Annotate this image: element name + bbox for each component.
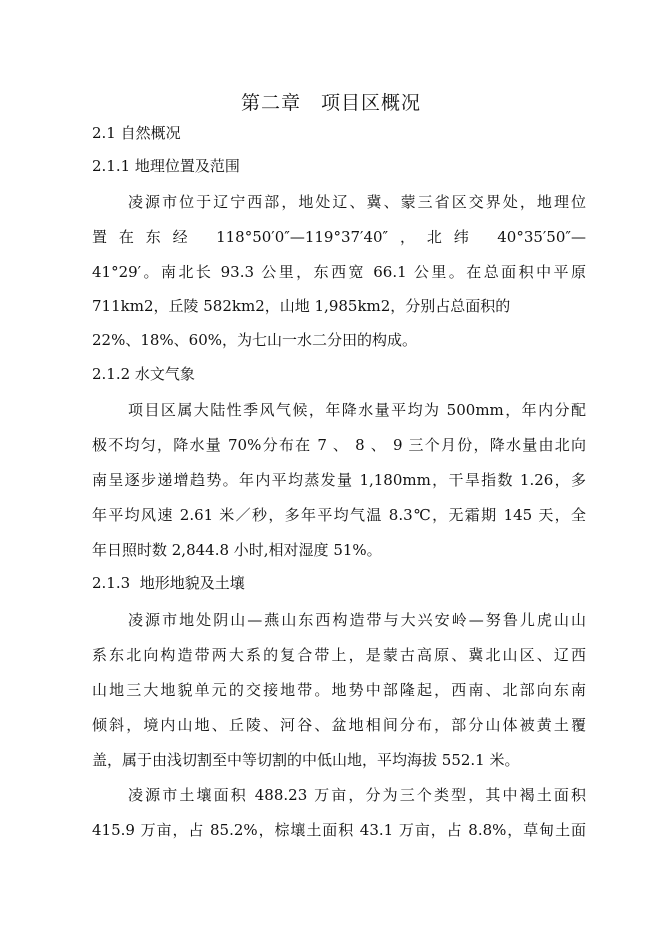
paragraph-line: 倾斜，境内山地、丘陵、河谷、盆地相间分布，部分山体被黄土覆 <box>92 716 586 734</box>
paragraph-line: 年日照时数 2,844.8 小时,相对湿度 51%。 <box>92 541 382 559</box>
paragraph-line: 凌源市土壤面积 488.23 万亩，分为三个类型，其中褐土面积 <box>128 786 586 804</box>
section-heading-2-1-2: 2.1.2 水文气象 <box>92 365 195 383</box>
paragraph-line: 盖，属于由浅切割至中等切割的中低山地，平均海拔 552.1 米。 <box>92 751 520 769</box>
section-heading-2-1-3: 2.1.3 地形地貌及土壤 <box>92 574 245 592</box>
paragraph-line: 凌源市地处阴山—燕山东西构造带与大兴安岭—努鲁儿虎山山 <box>128 611 586 629</box>
section-heading-2-1: 2.1 自然概况 <box>92 124 181 142</box>
paragraph-line: 极不均匀，降水量 70%分布在 7 、 8 、 9 三个月份，降水量由北向 <box>92 436 586 454</box>
paragraph-line: 22%、18%、60%，为七山一水二分田的构成。 <box>92 331 418 349</box>
paragraph-line: 系东北向构造带两大系的复合带上，是蒙古高原、冀北山区、辽西 <box>92 646 586 664</box>
paragraph-line: 年平均风速 2.61 米／秒，多年平均气温 8.3℃，无霜期 145 天，全 <box>92 506 586 524</box>
paragraph-line: 置在东经 118°50′0″—119°37′40″，北纬 40°35′50″— <box>92 228 586 246</box>
paragraph-line: 凌源市位于辽宁西部，地处辽、冀、蒙三省区交界处，地理位 <box>128 193 586 211</box>
paragraph-line: 项目区属大陆性季风气候，年降水量平均为 500mm，年内分配 <box>128 401 586 419</box>
paragraph-line: 711km2，丘陵 582km2，山地 1,985km2，分别占总面积的 <box>92 297 511 315</box>
paragraph-line: 山地三大地貌单元的交接地带。地势中部隆起，西南、北部向东南 <box>92 681 586 699</box>
chapter-title: 第二章 项目区概况 <box>240 92 421 114</box>
section-heading-2-1-1: 2.1.1 地理位置及范围 <box>92 157 240 175</box>
paragraph-line: 415.9 万亩，占 85.2%，棕壤土面积 43.1 万亩，占 8.8%，草甸土面 <box>92 821 586 839</box>
paragraph-line: 南呈逐步递增趋势。年内平均蒸发量 1,180mm，干旱指数 1.26，多 <box>92 471 586 489</box>
paragraph-line: 41°29′。南北长 93.3 公里，东西宽 66.1 公里。在总面积中平原 <box>92 263 586 281</box>
